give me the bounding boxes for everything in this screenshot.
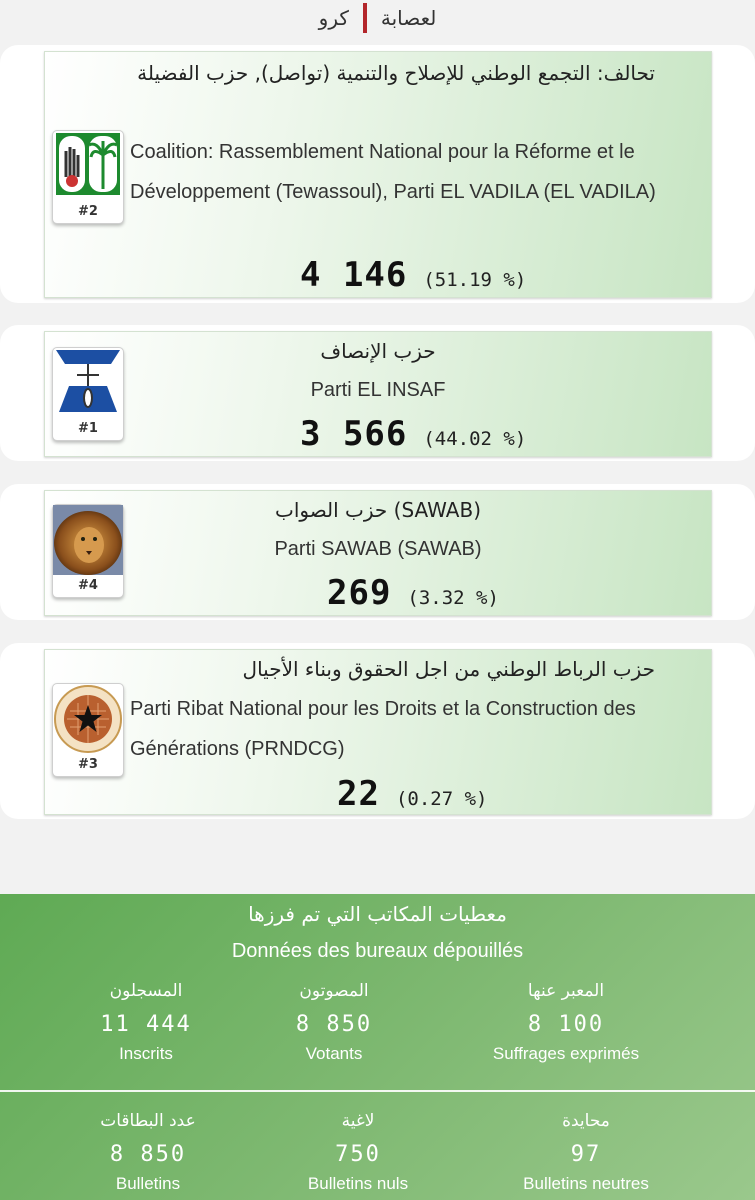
stat-value: 8 100	[527, 1012, 605, 1037]
stat-label-ar: محايدة	[562, 1111, 610, 1131]
vote-count: 4 146	[300, 255, 408, 295]
stat-label-fr: Votants	[305, 1044, 363, 1063]
rank-label: #2	[78, 204, 98, 219]
result-row	[0, 45, 755, 303]
vote-percent: (3.32 %)	[407, 587, 499, 609]
vote-count: 3 566	[300, 414, 408, 454]
party-logo	[52, 683, 124, 777]
stat-label-ar: لاغية	[341, 1111, 375, 1131]
party-card[interactable]	[44, 331, 712, 457]
stat-value: 8 850	[295, 1012, 373, 1037]
vote-percent: (44.02 %)	[423, 428, 527, 450]
vadila-palm-icon	[53, 131, 123, 201]
party-name-fr: Parti Ribat National pour les Droits et la Construction des Générations (PRNDCG)	[130, 698, 636, 760]
result-row	[0, 643, 755, 819]
party-name-ar: حزب الرباط الوطني من اجل الحقوق وبناء الأجيال	[242, 657, 655, 681]
vote-count: 22	[337, 774, 380, 814]
rank-label: #4	[78, 578, 98, 593]
stat-voters	[224, 980, 444, 1065]
stat-expressed	[456, 980, 676, 1065]
vote-count: 269	[327, 573, 392, 613]
stat-label-ar: المصوتون	[299, 981, 369, 1001]
stat-label-fr: Inscrits	[119, 1044, 173, 1063]
stat-label-fr: Suffrages exprimés	[492, 1044, 640, 1063]
result-row	[0, 484, 755, 620]
stat-null-ballots	[248, 1110, 468, 1195]
stat-label-ar: المسجلون	[109, 981, 183, 1001]
stat-value: 97	[570, 1142, 602, 1167]
party-card[interactable]	[44, 649, 712, 815]
party-name-fr: Parti SAWAB (SAWAB)	[274, 538, 482, 560]
party-name-ar: حزب الإنصاف	[320, 339, 436, 363]
ribat-star-icon	[53, 684, 123, 754]
party-name-fr: Parti EL INSAF	[310, 379, 446, 401]
stat-neutral-ballots	[476, 1110, 696, 1195]
stat-label-fr: Bulletins nuls	[307, 1174, 409, 1193]
vote-percent: (0.27 %)	[395, 788, 488, 810]
party-card[interactable]	[44, 51, 712, 298]
location-header	[0, 0, 755, 36]
stat-label-ar: عدد البطاقات	[100, 1111, 196, 1131]
rank-label: #3	[78, 757, 98, 772]
vote-result	[337, 774, 487, 814]
header-divider	[363, 3, 367, 33]
wilaya-name: لعصابة	[380, 6, 437, 30]
result-row	[0, 325, 755, 461]
vote-result	[300, 255, 526, 295]
party-card[interactable]	[44, 490, 712, 616]
moughataa-name: كرو	[318, 6, 349, 30]
vote-result	[327, 573, 499, 613]
counted-stations-summary	[0, 894, 755, 1200]
vote-percent: (51.19 %)	[423, 269, 527, 291]
stat-label-ar: المعبر عنها	[527, 981, 605, 1001]
summary-divider	[0, 1090, 755, 1092]
summary-title-ar: معطيات المكاتب التي تم فرزها	[248, 902, 507, 926]
party-logo	[52, 130, 124, 224]
stat-label-fr: Bulletins	[115, 1174, 181, 1193]
stat-value: 8 850	[109, 1142, 187, 1167]
summary-title-fr: Données des bureaux dépouillés	[231, 940, 524, 962]
party-name-ar: تحالف: التجمع الوطني للإصلاح والتنمية (تواصل), حزب الفضيلة	[137, 61, 655, 85]
stat-value: 11 444	[100, 1012, 192, 1037]
party-name-fr: Coalition: Rassemblement National pour la Réforme et le Développement (Tewassoul), Parti EL VADILA (EL VADILA)	[130, 141, 656, 203]
stat-label-fr: Bulletins neutres	[523, 1174, 649, 1193]
stat-ballots	[38, 1110, 258, 1195]
stat-registered	[36, 980, 256, 1065]
rank-label: #1	[78, 421, 98, 436]
vote-result	[300, 414, 526, 454]
stat-value: 750	[335, 1142, 381, 1167]
party-name-ar: (SAWAB) حزب الصواب	[274, 498, 482, 522]
